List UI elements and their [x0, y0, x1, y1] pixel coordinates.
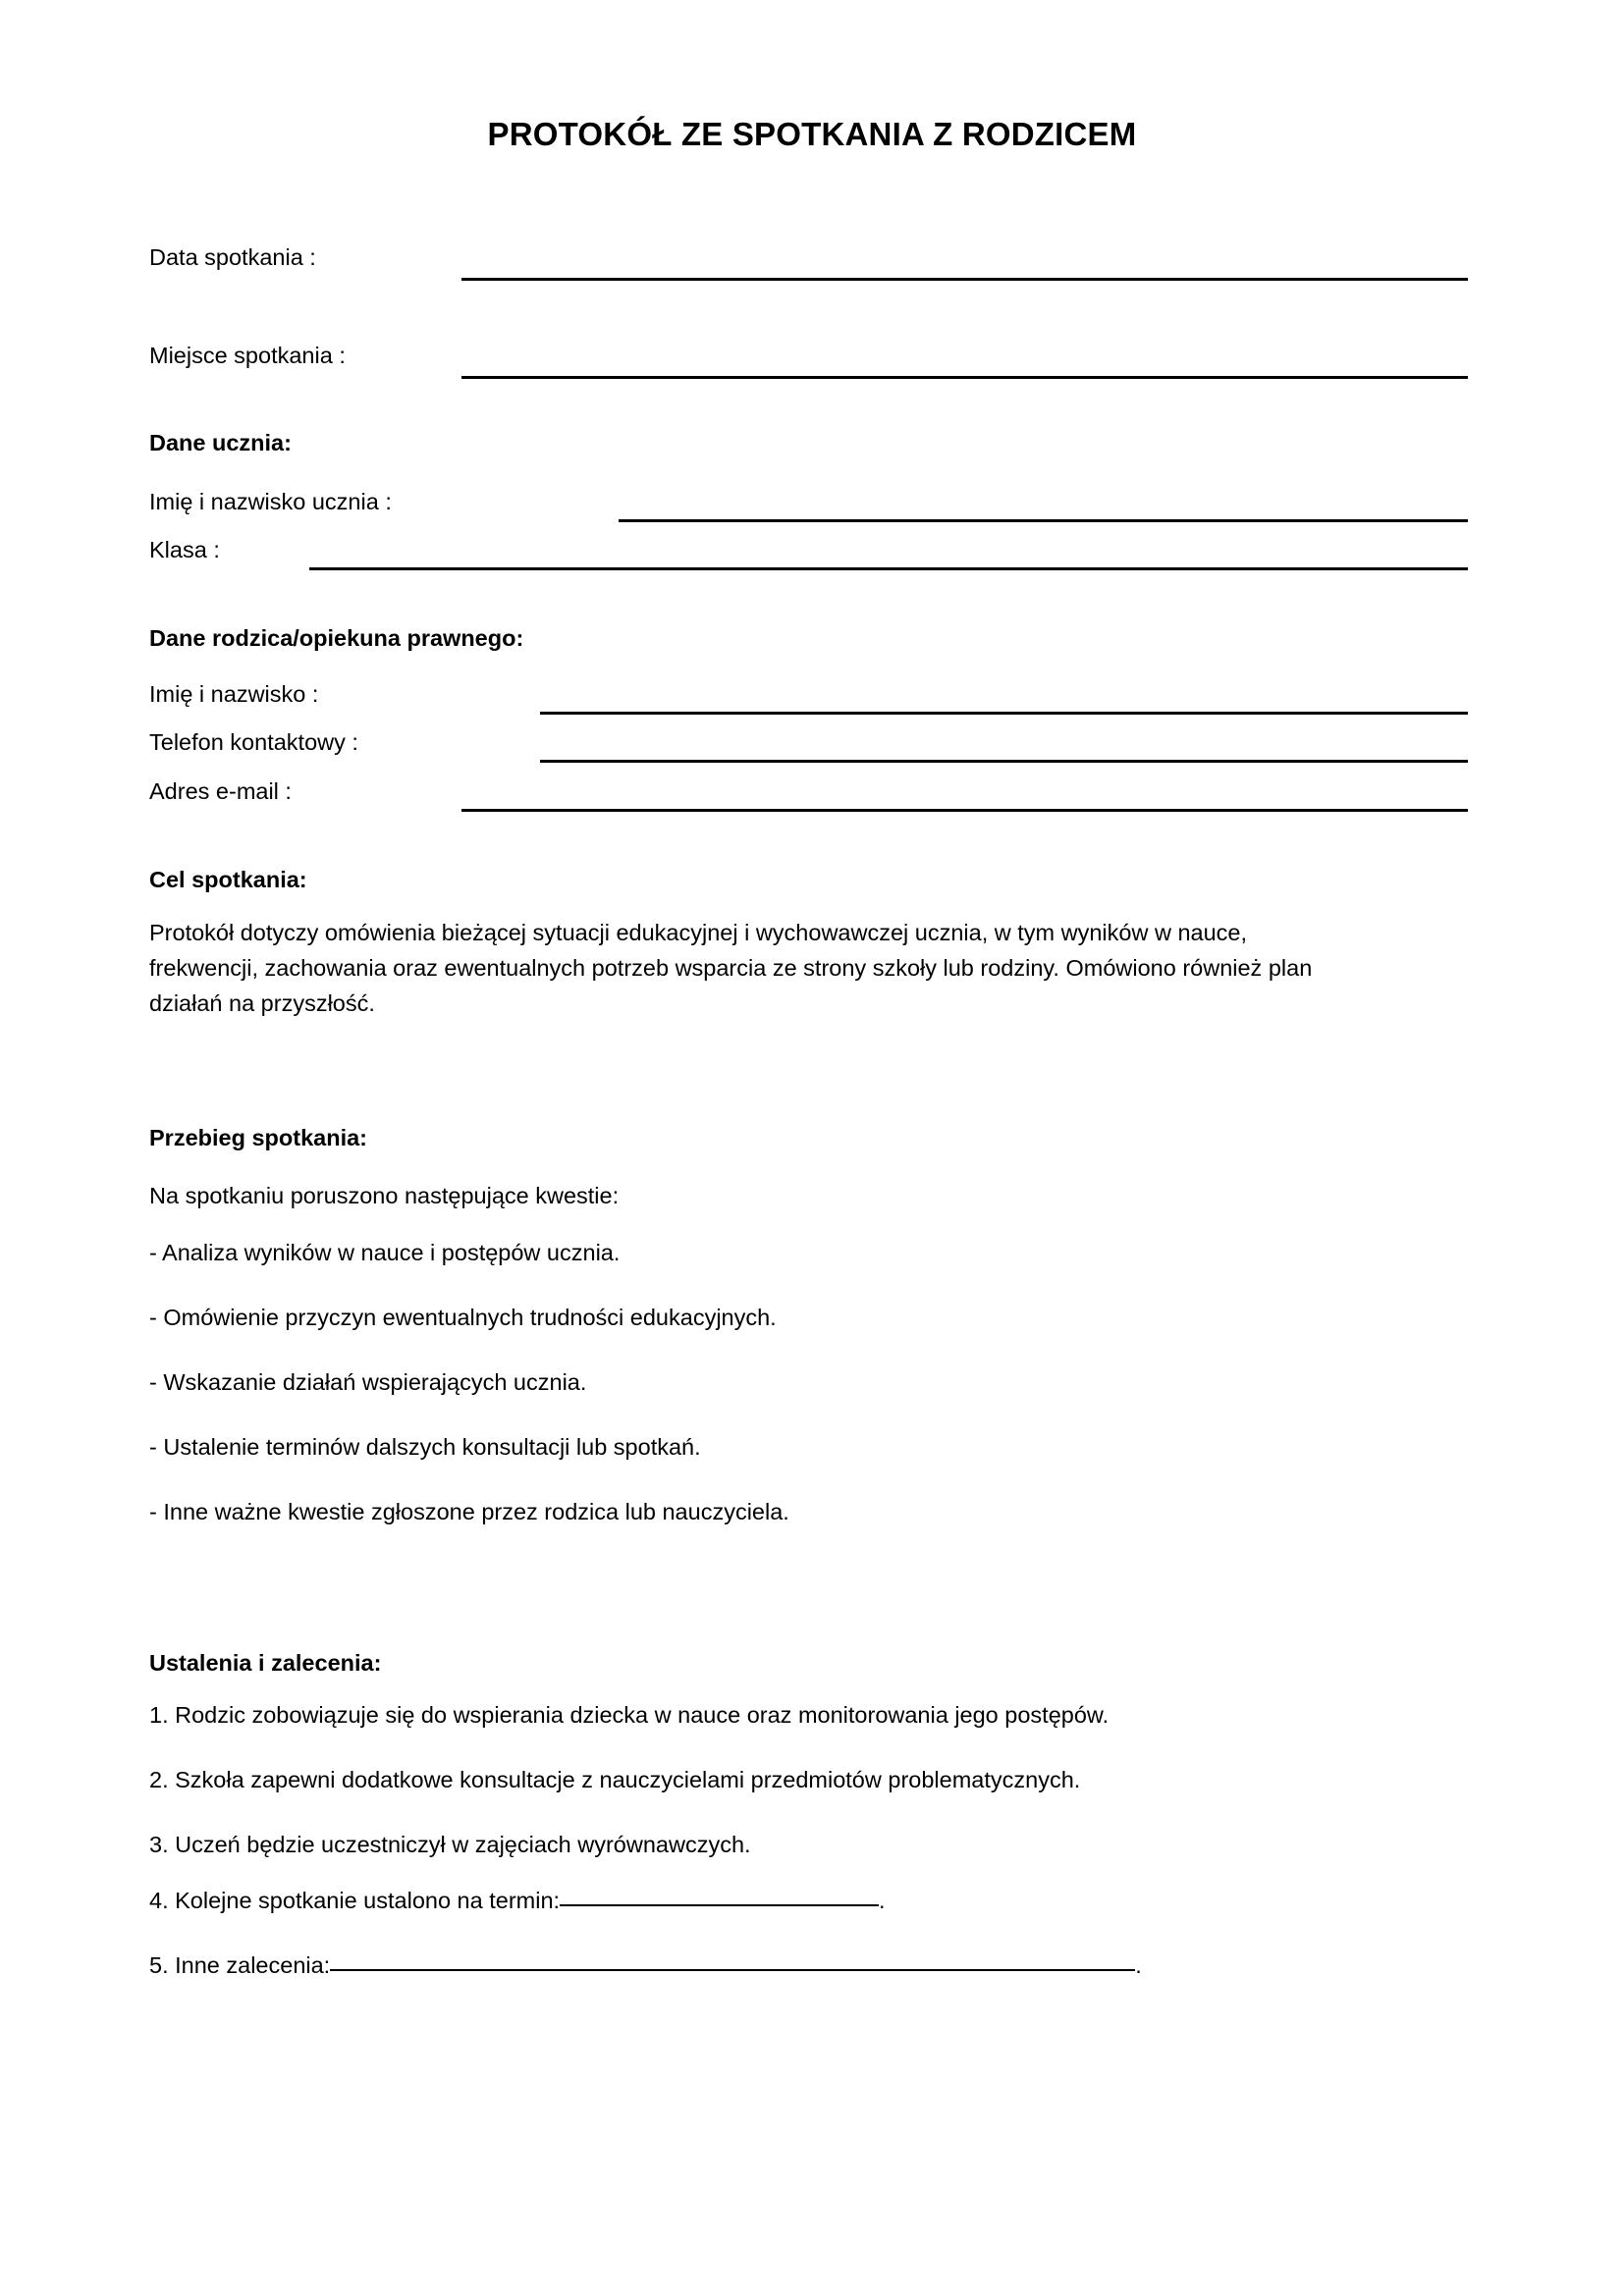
field-label-imie-nazwisko-rodzica: Imię i nazwisko :	[149, 681, 319, 707]
course-item: - Analiza wyników w nauce i postępów ucznia.	[149, 1240, 621, 1265]
page-title: PROTOKÓŁ ZE SPOTKANIA Z RODZICEM	[487, 116, 1137, 152]
section-heading-cel-spotkania: Cel spotkania:	[149, 867, 307, 892]
field-line-klasa[interactable]	[309, 567, 1468, 570]
field-line-telefon-kontaktowy[interactable]	[540, 760, 1468, 763]
section-heading-dane-rodzica: Dane rodzica/opiekuna prawnego:	[149, 625, 524, 651]
field-line-imie-nazwisko-rodzica[interactable]	[540, 712, 1468, 715]
field-line-data-spotkania[interactable]	[461, 278, 1468, 281]
section-heading-dane-ucznia: Dane ucznia:	[149, 430, 292, 455]
findings-item-next-meeting-prefix: 4. Kolejne spotkanie ustalono na termin:	[149, 1888, 561, 1913]
findings-item-next-meeting	[149, 1890, 886, 1913]
findings-item-other	[149, 1954, 1142, 1978]
section-heading-ustalenia-zalecenia: Ustalenia i zalecenia:	[149, 1650, 382, 1676]
findings-item: 2. Szkoła zapewni dodatkowe konsultacje z nauczycielami przedmiotów problematycznych.	[149, 1767, 1081, 1792]
field-label-imie-nazwisko-ucznia: Imię i nazwisko ucznia :	[149, 489, 392, 514]
findings-item-other-prefix: 5. Inne zalecenia:	[149, 1952, 331, 1978]
field-label-miejsce-spotkania: Miejsce spotkania :	[149, 343, 346, 368]
field-label-adres-email: Adres e-mail :	[149, 778, 292, 804]
field-line-miejsce-spotkania[interactable]	[461, 376, 1468, 379]
course-item: - Ustalenie terminów dalszych konsultacji lub spotkań.	[149, 1434, 701, 1460]
findings-item-next-meeting-suffix: .	[879, 1888, 886, 1913]
field-label-klasa: Klasa :	[149, 537, 220, 562]
purpose-body-text: Protokół dotyczy omówienia bieżącej sytuacji edukacyjnej i wychowawczej ucznia, w tym wyników w nauce, frekwencji, zachowania oraz ewentualnych potrzeb wsparcia ze strony szkoły lub rodziny. Omówiono również plan działań na przyszłość.	[149, 920, 1313, 1016]
course-intro-text: Na spotkaniu poruszono następujące kwestie:	[149, 1183, 620, 1208]
next-meeting-date-blank[interactable]	[560, 1904, 879, 1906]
other-recommendations-blank[interactable]	[330, 1969, 1135, 1971]
field-line-adres-email[interactable]	[461, 809, 1468, 812]
field-label-telefon-kontaktowy: Telefon kontaktowy :	[149, 729, 358, 755]
field-label-data-spotkania: Data spotkania :	[149, 244, 316, 270]
findings-item: 1. Rodzic zobowiązuje się do wspierania dziecka w nauce oraz monitorowania jego postępów.	[149, 1702, 1110, 1728]
section-heading-przebieg-spotkania: Przebieg spotkania:	[149, 1125, 367, 1150]
course-item: - Wskazanie działań wspierających ucznia.	[149, 1369, 587, 1395]
course-item: - Omówienie przyczyn ewentualnych trudności edukacyjnych.	[149, 1305, 777, 1330]
course-item: - Inne ważne kwestie zgłoszone przez rodzica lub nauczyciela.	[149, 1499, 789, 1524]
findings-item-other-suffix: .	[1135, 1952, 1142, 1978]
field-line-imie-nazwisko-ucznia[interactable]	[619, 519, 1468, 522]
findings-item: 3. Uczeń będzie uczestniczył w zajęciach wyrównawczych.	[149, 1832, 751, 1857]
